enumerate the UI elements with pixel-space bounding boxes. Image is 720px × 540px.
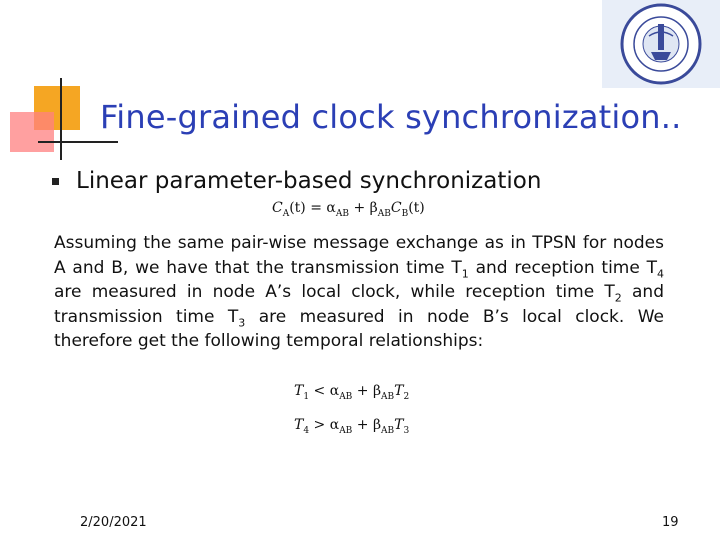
university-logo: [602, 0, 720, 88]
bullet-text: Linear parameter-based synchronization: [76, 168, 542, 194]
footer-date: 2/20/2021: [80, 515, 147, 530]
page-number: 19: [662, 515, 679, 530]
equation-inequality-2: $T_4 > \alpha_{AB} + \beta_{AB}T_3$: [294, 417, 410, 436]
body-paragraph: Assuming the same pair-wise message exchange as in TPSN for nodes A and B, we have that the transmission time $T_1$ and reception time $T_4$ are measured in node A’s local clock, while reception time $T_2$ and transmission time $T_3$ are measured in node B’s local clock. We therefore get the following temporal relationships:: [54, 233, 665, 351]
university-seal-icon: [619, 2, 703, 86]
deco-horizontal-line: [38, 141, 118, 143]
equation-linear-model: $C_A(t) = \alpha_{AB} + \beta_{AB}C_B(t)$: [272, 200, 425, 219]
bullet-item: [52, 168, 541, 194]
equation-inequality-1: $T_1 < \alpha_{AB} + \beta_{AB}T_2$: [294, 383, 410, 402]
deco-vertical-line: [60, 78, 62, 160]
deco-red-square: [10, 112, 54, 152]
slide-title: Fine-grained clock synchronization..: [100, 98, 682, 136]
square-bullet-icon: [52, 178, 59, 185]
